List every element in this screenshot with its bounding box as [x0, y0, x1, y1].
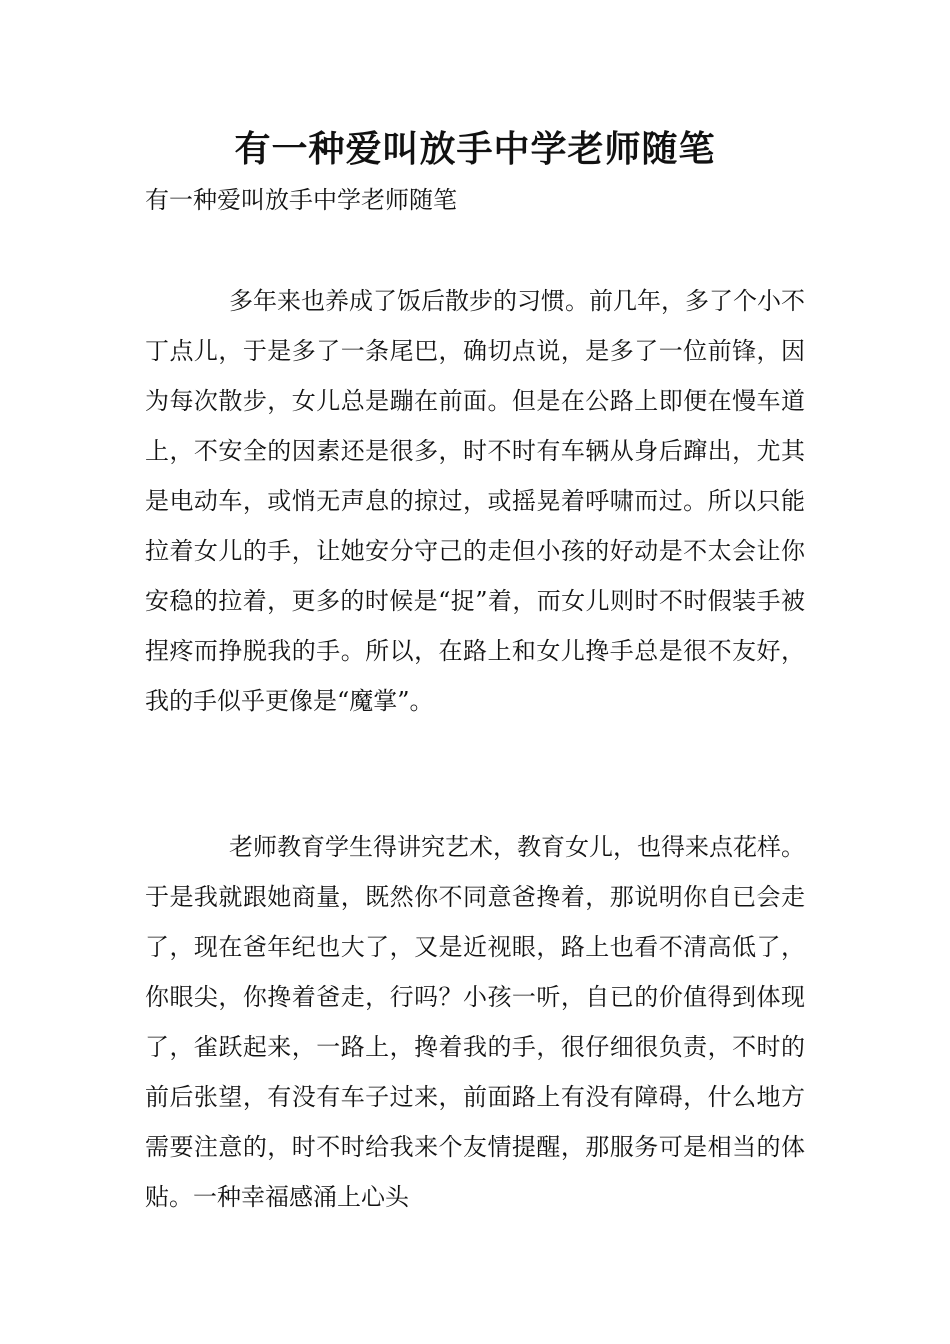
document-title: 有一种爱叫放手中学老师随笔 — [234, 129, 716, 170]
body-paragraph: 多年来也养成了饭后散步的习惯。前几年，多了个小不丁点儿，于是多了一条尾巴，确切点说，是多了一位前锋，因为每次散步，女儿总是蹦在前面。但是在公路上即便在慢车道上，不安全的因素还是很多，时不时有车辆从身后蹿出，尤其是电动车，或悄无声息的掠过，或摇晃着呼啸而过。所以只能拉着女儿的手，让她安分守己的走但小孩的好动是不太会让你安稳的拉着，更多的时候是“捉”着，而女儿则时不时假装手被捏疼而挣脱我的手。所以，在路上和女儿搀手总是很不友好，我的手似乎更像是“魔掌”。 — [145, 287, 805, 715]
body-paragraph: 老师教育学生得讲究艺术，教育女儿，也得来点花样。于是我就跟她商量，既然你不同意爸搀着，那说明你自已会走了，现在爸年纪也大了，又是近视眼，路上也看不清高低了，你眼尖，你搀着爸走，行吗？小孩一听，自已的价值得到体现了，雀跃起来，一路上，搀着我的手，很仔细很负责，不时的前后张望，有没有车子过来，前面路上有没有障碍，什么地方需要注意的，时不时给我来个友情提醒，那服务可是相当的体贴。一种幸福感涌上心头 — [145, 833, 805, 1211]
document-subtitle: 有一种爱叫放手中学老师随笔 — [145, 186, 457, 214]
